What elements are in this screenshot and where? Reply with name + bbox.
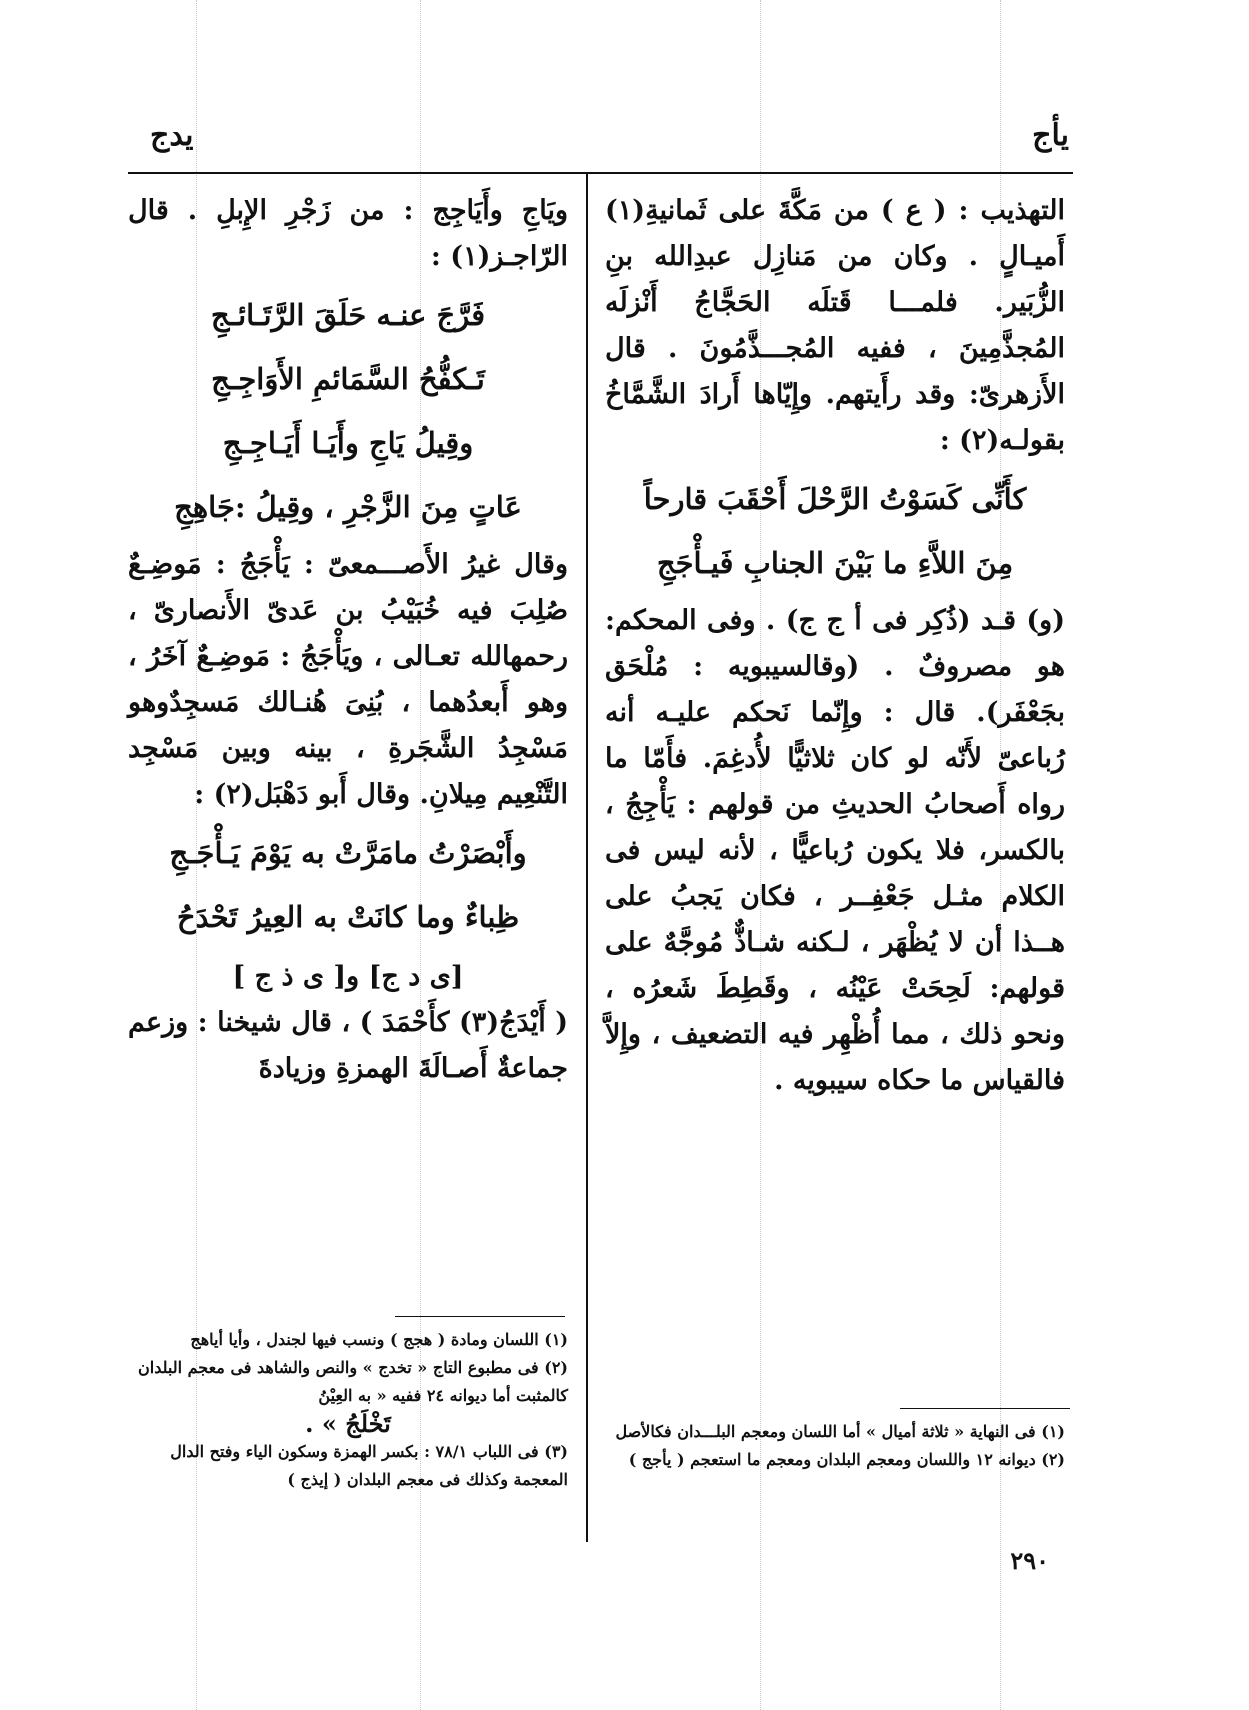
running-header-right: يأج <box>1032 118 1069 153</box>
verse-line: عَاتٍ مِنَ الزَّجْرِ ، وقِيلُ :جَاهِجِ <box>174 490 522 524</box>
footnote: (١) اللسان ومادة ( هجج ) ونسب فيها لجندل ، وأيا أياهج <box>190 1330 568 1349</box>
footnote: (٣) فى اللباب ٧٨/١ : بكسر الهمزة وسكون الياء وفتح الدال المعجمة وكذلك فى معجم البلدان ( إيذج ) <box>170 1442 568 1489</box>
column-divider <box>586 172 588 1542</box>
running-header-left: يدج <box>150 118 194 153</box>
verse-line: وأَبْصَرْتُ مامَرَّتْ به يَوْمَ يَـأْجَـجِ <box>169 836 527 870</box>
verse-line: مِنَ اللاَّءِ ما بَيْنَ الجنابِ فَيـأْجَجِ <box>656 546 1014 580</box>
footnote-rule <box>900 1408 1070 1409</box>
footnote: (١) فى النهاية « ثلاثة أميال » أما اللسان ومعجم البلـــدان فكالأصل <box>615 1422 1065 1441</box>
left-column <box>128 188 568 1092</box>
paragraph: وقال غيرُ الأَصـــمعىّ : يَأْجَجُ : مَوضِـعٌ صُلِبَ فيه خُبَيْبُ بن عَدىّ الأَنصارىّ ، رحمهالله تعـالى ، ويَأْجَجُ : مَوضِـعٌ آخَرُ ، وهو أَبعدُهما ، بُنِىَ هُنـالك مَسجِدٌوهو مَسْجِدُ الشَّجَرةِ ، بينه وبين مَسْجِد التَّنْعِيم مِيلانِ. وقال أَبو دَهْبَل(٢) : <box>128 549 568 810</box>
footnote: (٢) ديوانه ١٢ واللسان ومعجم البلدان ومعجم ما استعجم ( يأجج ) <box>628 1450 1065 1469</box>
verse-line: وقِيلُ يَاجِ وأَيَـا أَيَـاجِـجِ <box>222 426 474 460</box>
footnotes-right <box>605 1418 1065 1474</box>
footnote: (٢) فى مطبوع التاج « تخدج » والنص والشاهد فى معجم البلدان كالمثبت أما ديوانه ٢٤ ففيه « به العِيْنُ <box>138 1358 568 1405</box>
footnote-verse: تَخْلَجُ » . <box>305 1409 391 1438</box>
verse-line: ظِباءٌ وما كانَتْ به العِيرُ تَحْدَحُ <box>176 900 520 934</box>
verse-line: كأَنِّى كَسَوْتُ الرَّحْلَ أَحْقَبَ قارحاً <box>643 482 1027 516</box>
right-column <box>605 188 1065 1104</box>
verse-line: فَرَّجَ عنـه حَلَقَ الرَّتَـائـجِ <box>210 298 486 332</box>
paragraph: ويَاجِ وأَيَاجِج : من زَجْرِ الإِبلِ . قال الرّاجـز(١) : <box>128 195 568 272</box>
paragraph: (و) قـد (ذُكِر فى أ ج ج) . وفى المحكم: هو مصروفٌ . (وقالسيبويه : مُلْحَق بجَعْفَر). قال : وإِنّما نَحكم عليـه أنه رُباعىّ لأَنّه لو كان ثلاثيًّا لأُدغِمَ. فأَمّا ما رواه أَصحابُ الحديثِ من قولهم : يَأْجِجُ ، بالكسر، فلا يكون رُباعيًّا ، لأنه ليس فى الكلام مثـل جَعْفِــر ، فكان يَجبُ على هــذا أن لا يُظْهَر ، لـكنه شـاذٌّ مُوجَّهٌ على قولهم: لَحِحَتْ عَيْنُه ، وقَطِطَ شَعرُه ، ونحو ذلك ، مما أُظْهِر فيه التضعيف ، وإِلاَّ فالقياس ما حكاه سيبويه . <box>605 605 1065 1096</box>
page-number: ٢٩٠ <box>1010 1546 1049 1575</box>
header-rule <box>128 172 1073 174</box>
paragraph: ( أَيْدَجُ(٣) كأَحْمَدَ ) ، قال شيخنا : وزعم جماعةٌ أَصـالَةَ الهمزةِ وزيادةَ <box>128 1007 568 1084</box>
footnote-rule <box>395 1316 565 1317</box>
paragraph: التهذيب : ( ع ) من مَكَّةَ على ثَمانيةِ(١) أَميـالٍ . وكان من مَنازِل عبدِالله بنِ الزُّبَير. فلمـــا قَتلَه الحَجَّاجُ أَنْزلَه المُجذَّمِينَ ، ففيه المُجـــذَّمُونَ . قال الأَزهرىّ: وقد رأَيتهم. وإِيّاها أَرادَ الشَّمَّاخُ بقولـه(٢) : <box>605 195 1065 456</box>
entry-heading: [ى د ج] و[ ى ذ ج ] <box>232 961 464 992</box>
verse-line: تَـكفُّحُ السَّمَائمِ الأَوَاجِـجِ <box>211 362 485 396</box>
footnotes-left <box>128 1326 568 1494</box>
